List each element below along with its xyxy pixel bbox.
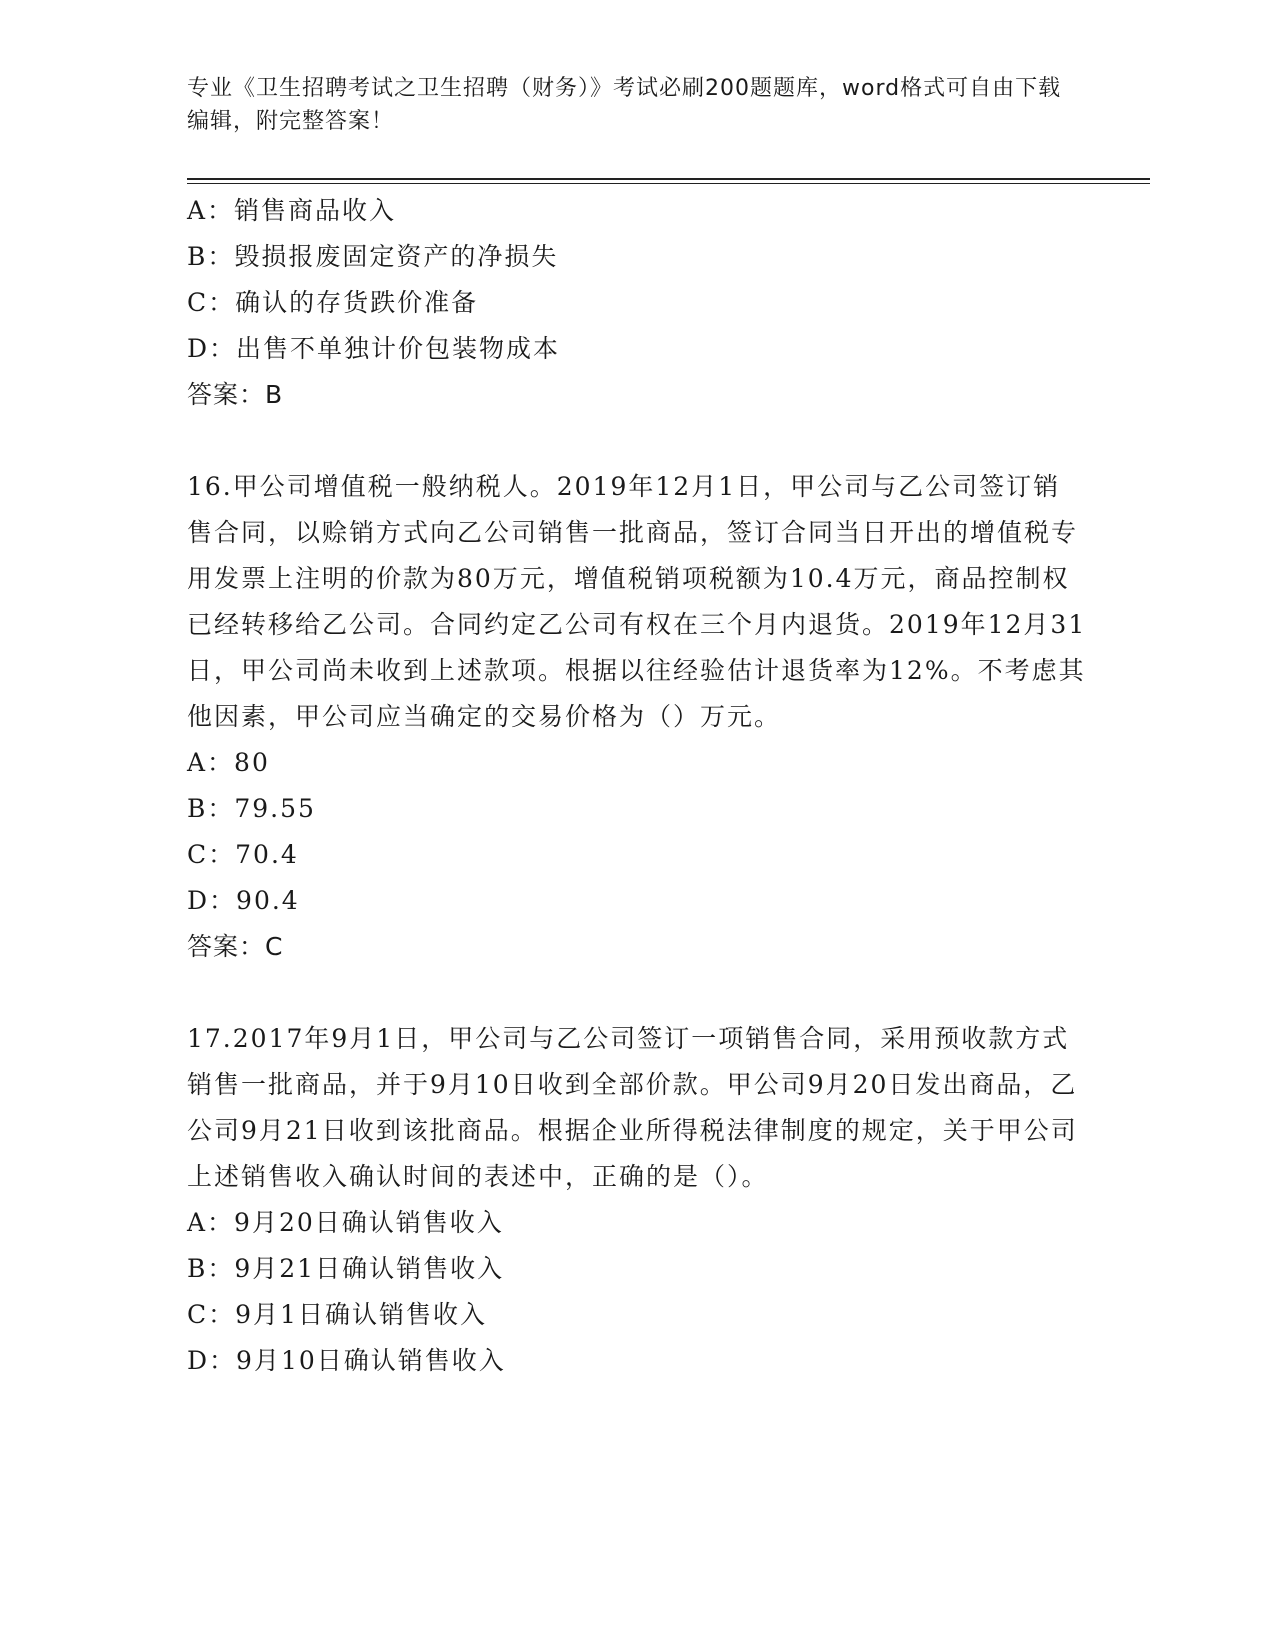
question-15 xyxy=(187,188,1087,418)
document-intro: 专业《卫生招聘考试之卫生招聘（财务）》考试必刷200题题库，word格式可自由下载编辑，附完整答案！ xyxy=(187,76,1062,134)
q16-answer: 答案：C xyxy=(187,932,284,961)
q15-option-c: C：确认的存货跌价准备 xyxy=(187,288,479,317)
q17-stem: 17.2017年9月1日，甲公司与乙公司签订一项销售合同，采用预收款方式销售一批商品，并于9月10日收到全部价款。甲公司9月20日发出商品，乙公司9月21日收到该批商品。根据企业所得税法律制度的规定，关于甲公司上述销售收入确认时间的表述中，正确的是（）。 xyxy=(187,1024,1078,1191)
q17-option-a: A：9月20日确认销售收入 xyxy=(187,1208,504,1237)
header-rule-thin xyxy=(187,183,1150,184)
q17-option-c: C：9月1日确认销售收入 xyxy=(187,1300,487,1329)
header-rule-thick xyxy=(187,178,1150,180)
question-list xyxy=(187,188,1087,1384)
q16-option-c: C：70.4 xyxy=(187,840,299,869)
q16-option-a: A：80 xyxy=(187,748,270,777)
spacer xyxy=(187,970,1087,1016)
q17-option-b: B：9月21日确认销售收入 xyxy=(187,1254,505,1283)
question-16 xyxy=(187,464,1087,970)
spacer xyxy=(187,418,1087,464)
q16-stem: 16.甲公司增值税一般纳税人。2019年12月1日，甲公司与乙公司签订销售合同，以赊销方式向乙公司销售一批商品，签订合同当日开出的增值税专用发票上注明的价款为80万元，增值税销项税额为10.4万元，商品控制权已经转移给乙公司。合同约定乙公司有权在三个月内退货。2019年12月31日，甲公司尚未收到上述款项。根据以往经验估计退货率为12%。不考虑其他因素，甲公司应当确定的交易价格为（）万元。 xyxy=(187,472,1087,731)
q15-option-b: B：毁损报废固定资产的净损失 xyxy=(187,242,559,271)
q16-option-b: B：79.55 xyxy=(187,794,316,823)
q16-option-d: D：90.4 xyxy=(187,886,300,915)
q17-option-d: D：9月10日确认销售收入 xyxy=(187,1346,506,1375)
q15-answer: 答案：B xyxy=(187,380,284,409)
question-17 xyxy=(187,1016,1087,1384)
q15-option-d: D：出售不单独计价包装物成本 xyxy=(187,334,561,363)
q15-option-a: A：销售商品收入 xyxy=(187,196,397,225)
